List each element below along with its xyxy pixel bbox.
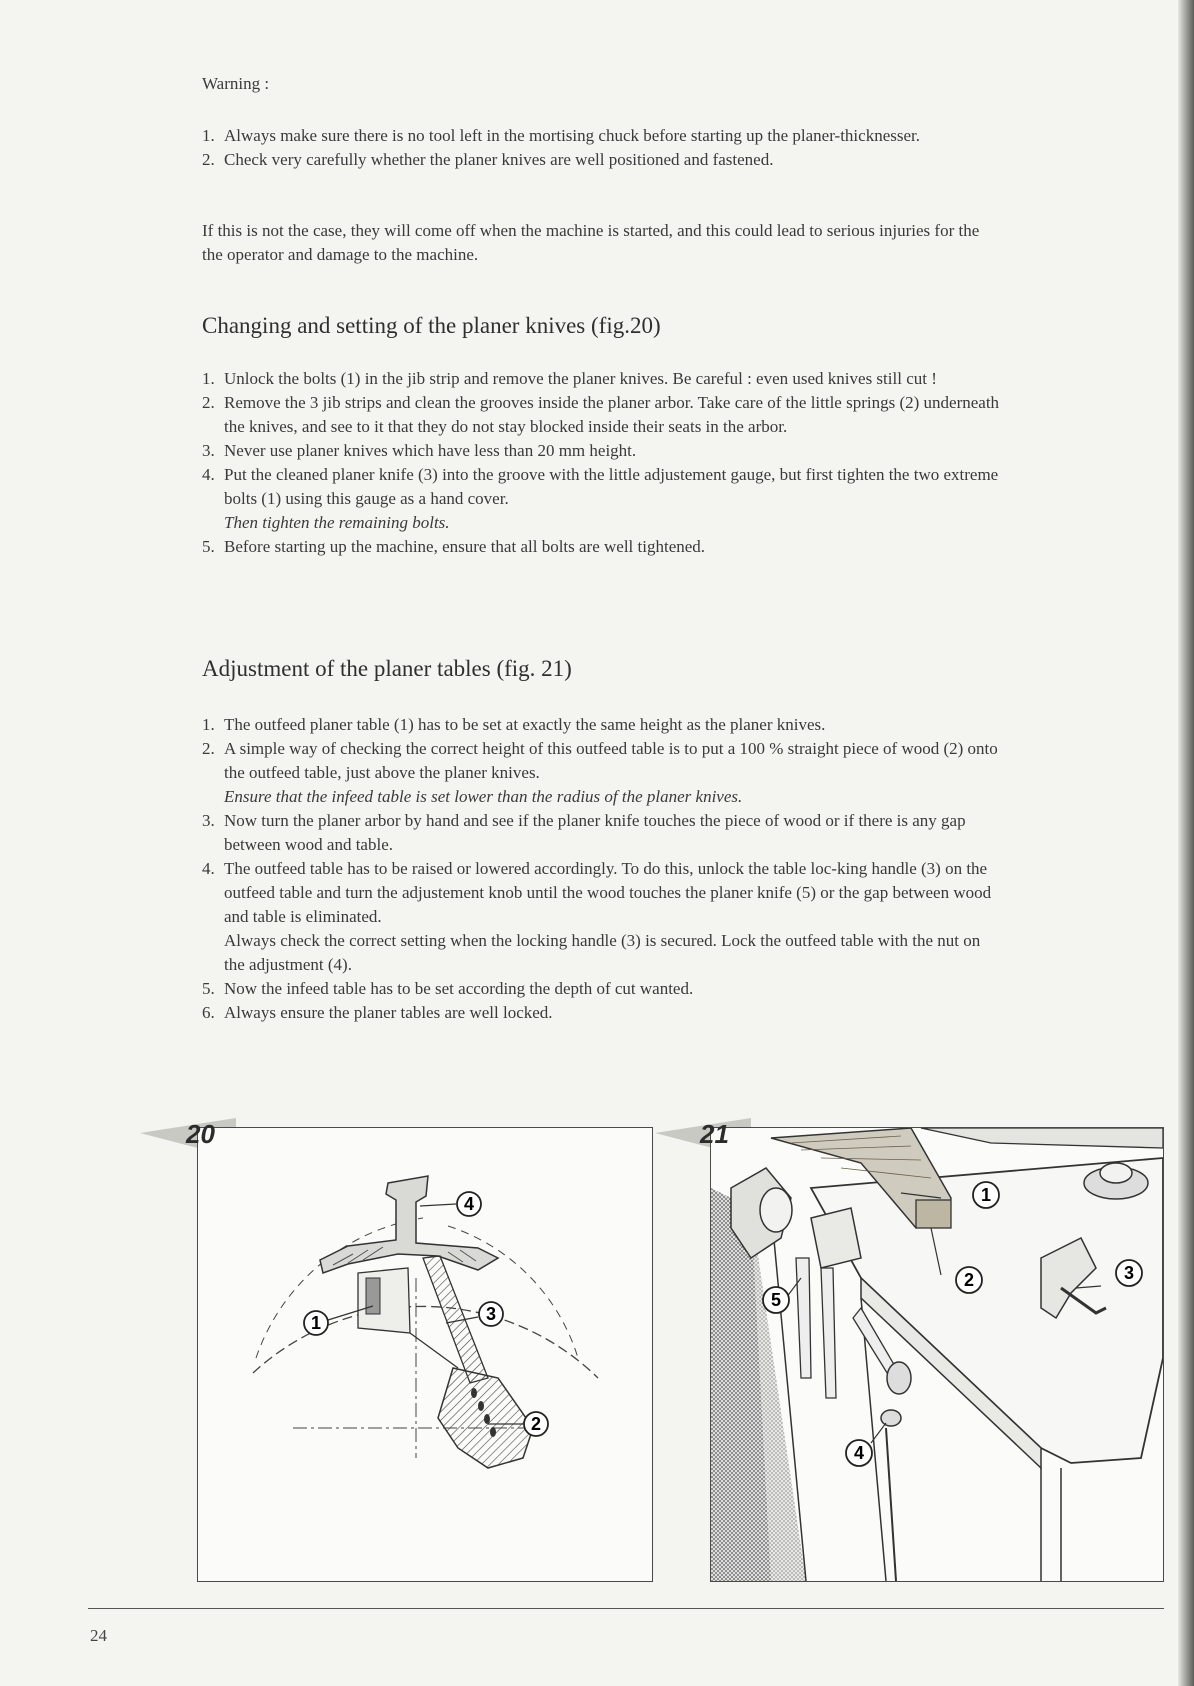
knives-list: [202, 367, 1002, 559]
callout-2-label: 2: [963, 1270, 975, 1290]
callout-2-label: 2: [530, 1414, 542, 1434]
callout-3-label: 3: [485, 1304, 497, 1324]
planer-arbor-diagram: [198, 1128, 652, 1581]
list-item: 6. Always ensure the planer tables are well locked.: [202, 1003, 553, 1022]
page-number: 24: [90, 1626, 107, 1645]
figure-20: [197, 1127, 653, 1582]
list-item: 1. Always make sure there is no tool left in the mortising chuck before starting up the planer-thicknesser.: [202, 126, 920, 145]
list-item: 2. Check very carefully whether the planer knives are well positioned and fastened.: [202, 150, 774, 169]
figure-20-label: 20: [186, 1119, 215, 1149]
list-item: 5. Now the infeed table has to be set according the depth of cut wanted.: [202, 979, 694, 998]
callout-3-label: 3: [1123, 1263, 1135, 1283]
warning-paragraph: If this is not the case, they will come off when the machine is started, and this could lead to serious injuries for the the operator and damage to the machine.: [202, 221, 980, 264]
section-heading-knives: Changing and setting of the planer knives (fig.20): [202, 313, 661, 338]
footer-divider: [88, 1608, 1164, 1609]
warning-title: Warning :: [202, 74, 270, 93]
list-item: 2. A simple way of checking the correct height of this outfeed table is to put a 100 % straight piece of wood (2) onto the outfeed table, just above the planer knives. Ensure that the infeed table is set lower than the radius of the planer knives.: [202, 739, 998, 806]
list-item: 4. Put the cleaned planer knife (3) into the groove with the little adjustement gauge, but first tighten the two extreme bolts (1) using this gauge as a hand cover. Then tighten the remaining bolts.: [202, 465, 999, 532]
list-item: 3. Now turn the planer arbor by hand and see if the planer knife touches the piece of wood or if there is any gap between wood and table.: [202, 811, 966, 854]
tables-list: [202, 713, 1002, 1025]
callout-1-label: 1: [980, 1185, 992, 1205]
figure-21-label: 21: [700, 1119, 729, 1149]
warning-list: [202, 124, 1002, 172]
list-item: 1. Unlock the bolts (1) in the jib strip and remove the planer knives. Be careful : even used knives still cut !: [202, 369, 937, 388]
callout-5-label: 5: [770, 1290, 782, 1310]
callout-4-label: 4: [853, 1443, 865, 1463]
page-edge-shadow: [1178, 0, 1194, 1686]
list-item: 5. Before starting up the machine, ensure that all bolts are well tightened.: [202, 537, 706, 556]
list-item: 4. The outfeed table has to be raised or lowered accordingly. To do this, unlock the table loc-king handle (3) on the outfeed table and turn the adjustement knob until the wood touches the planer knife (5) or the gap between wood and table is eliminated. Always check the correct setting when the locking handle (3) is secured. Lock the outfeed table with the nut on the adjustment (4).: [202, 859, 992, 974]
list-item: 3. Never use planer knives which have less than 20 mm height.: [202, 441, 637, 460]
planer-tables-diagram: [711, 1128, 1163, 1581]
callout-4-label: 4: [463, 1194, 475, 1214]
list-item: 1. The outfeed planer table (1) has to be set at exactly the same height as the planer knives.: [202, 715, 826, 734]
callout-1-label: 1: [310, 1313, 322, 1333]
list-item: 2. Remove the 3 jib strips and clean the grooves inside the planer arbor. Take care of the little springs (2) underneath the knives, and see to it that they do not stay blocked inside their seats in the arbor.: [202, 393, 1000, 436]
section-heading-tables: Adjustment of the planer tables (fig. 21): [202, 656, 572, 681]
figure-21: [710, 1127, 1164, 1582]
